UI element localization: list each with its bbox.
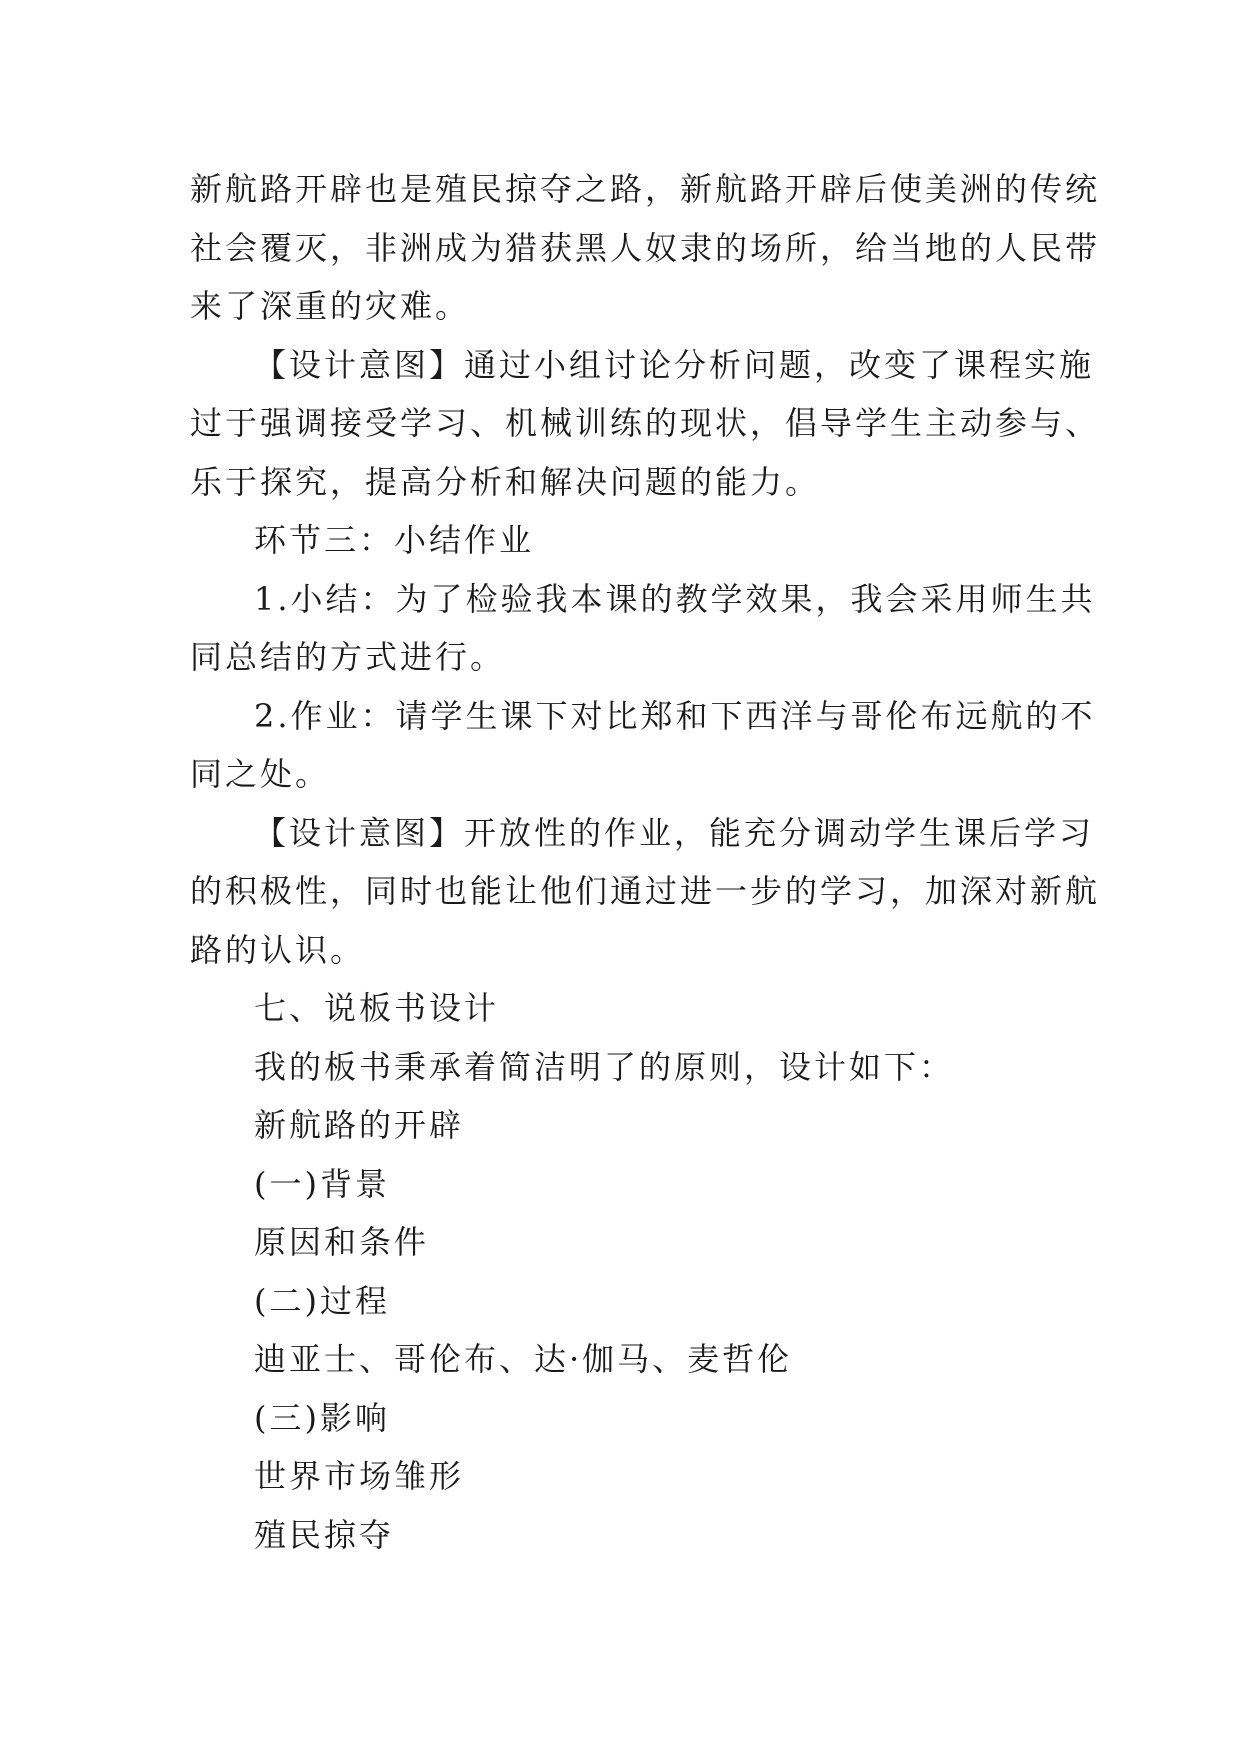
paragraph-line: 新航路开辟也是殖民掠夺之路，新航路开辟后使美洲的传统	[190, 170, 1101, 208]
paragraph-line: 社会覆灭，非洲成为猎获黑人奴隶的场所，给当地的人民带	[190, 228, 1101, 267]
design-intent-line: 【设计意图】开放性的作业，能充分调动学生课后学习	[254, 813, 1095, 852]
design-intent-line: 乐于探究，提高分析和解决问题的能力。	[190, 462, 821, 501]
design-intent-line: 路的认识。	[190, 930, 366, 969]
homework-line: 2.作业：请学生课下对比郑和下西洋与哥伦布远航的不	[254, 696, 1096, 735]
paragraph-line: 来了深重的灾难。	[190, 287, 471, 325]
design-intent-line: 过于强调接受学习、机械训练的现状，倡导学生主动参与、	[190, 404, 1101, 442]
board-part-heading: (一)背景	[254, 1164, 390, 1203]
board-part-item: 殖民掠夺	[254, 1515, 395, 1554]
board-part-item: 迪亚士、哥伦布、达·伽马、麦哲伦	[254, 1340, 793, 1378]
summary-line: 同总结的方式进行。	[190, 638, 506, 676]
section-heading: 七、说板书设计	[254, 989, 500, 1027]
homework-line: 同之处。	[190, 755, 331, 793]
board-intro: 我的板书秉承着简洁明了的原则，设计如下：	[254, 1047, 955, 1086]
board-title: 新航路的开辟	[254, 1106, 465, 1144]
design-intent-line: 的积极性，同时也能让他们通过进一步的学习，加深对新航	[190, 872, 1101, 910]
board-part-heading: (二)过程	[254, 1281, 390, 1320]
section-heading: 环节三：小结作业	[254, 521, 535, 559]
board-part-heading: (三)影响	[254, 1398, 390, 1437]
summary-line: 1.小结：为了检验我本课的教学效果，我会采用师生共	[254, 579, 1096, 618]
design-intent-line: 【设计意图】通过小组讨论分析问题，改变了课程实施	[254, 345, 1095, 384]
board-part-item: 世界市场雏形	[254, 1457, 465, 1495]
document-body	[190, 160, 1101, 1564]
board-part-item: 原因和条件	[254, 1223, 430, 1261]
